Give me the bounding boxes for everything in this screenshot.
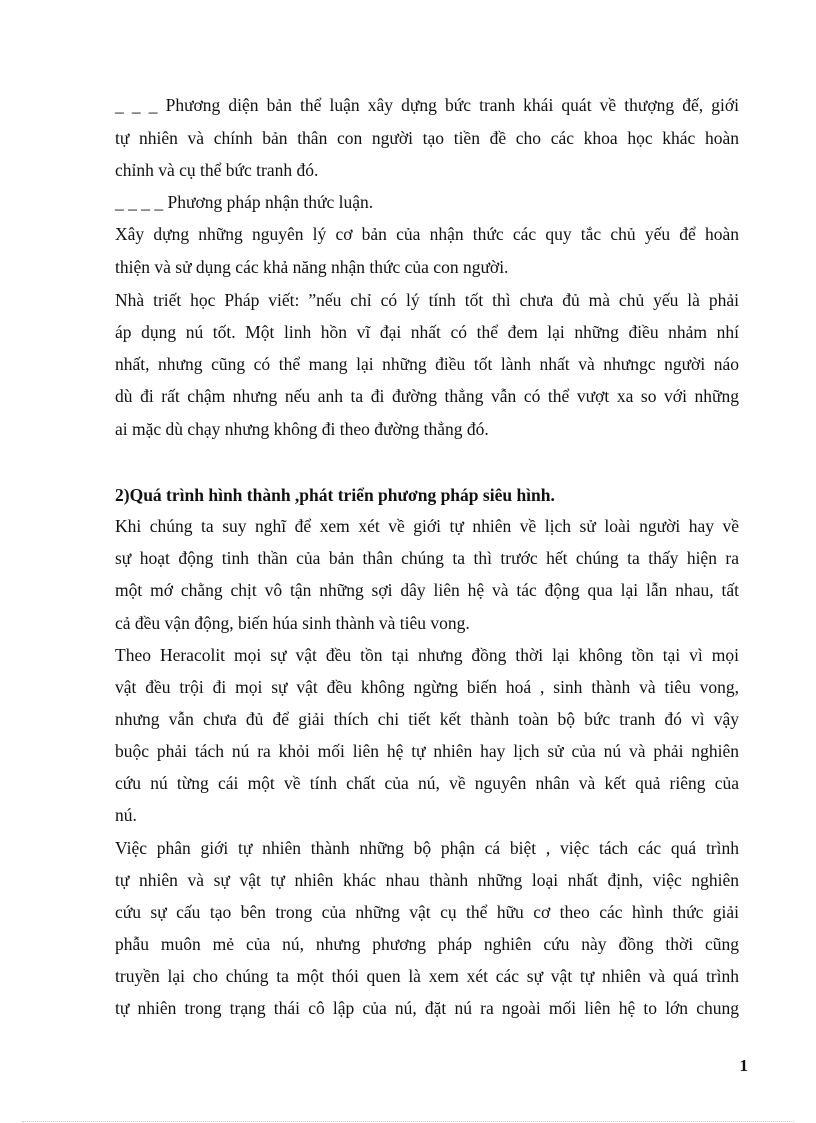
footer-divider bbox=[22, 1121, 794, 1122]
text-line: tự nhiên và sự vật tự nhiên khác nhau thành những loại nhất định, việc nghiên bbox=[115, 870, 739, 890]
text-line: cứu nú từng cái một về tính chất của nú, về nguyên nhân và kết quả riêng của bbox=[115, 773, 739, 793]
text-line: Xây dựng những nguyên lý cơ bản của nhận thức các quy tắc chủ yếu để hoàn bbox=[115, 224, 739, 244]
text-line: cứu sự cấu tạo bên trong của những vật cụ thể hữu cơ theo các hình thức giải bbox=[115, 902, 739, 922]
text-line: nhất, nhưng cũng có thể mang lại những điều tốt lành nhất và nhưngc người náo bbox=[115, 354, 739, 374]
text-line: vật đều trội đi mọi sự vật đều không ngừng biến hoá , sinh thành và tiêu vong, bbox=[115, 677, 739, 697]
text-line: phẫu muôn mẻ của nú, nhưng phương pháp nghiên cứu này đồng thời cũng bbox=[115, 934, 739, 954]
text-line: truyền lại cho chúng ta một thói quen là xem xét các sự vật tự nhiên và quá trình bbox=[115, 966, 739, 986]
text-line: _ _ _ _ Phương pháp nhận thức luận. bbox=[115, 192, 374, 212]
text-line: chỉnh và cụ thể bức tranh đó. bbox=[115, 160, 319, 180]
text-line: nú. bbox=[115, 805, 137, 825]
section-heading: 2)Quá trình hình thành ,phát triển phương pháp siêu hình. bbox=[115, 485, 555, 505]
text-line: tự nhiên và chính bản thân con người tạo tiền đề cho các khoa học khác hoàn bbox=[115, 128, 739, 148]
text-line: dù đi rất chậm nhưng nếu anh ta đi đường thẳng vẫn có thể vượt xa so với những bbox=[115, 386, 739, 406]
text-line: _ _ _ Phương diện bản thể luận xây dựng bức tranh khái quát về thượng đế, giới bbox=[115, 95, 739, 115]
text-line: nhưng vẫn chưa đủ để giải thích chi tiết kết thành toàn bộ bức tranh đó vì vậy bbox=[115, 709, 739, 729]
text-line: cả đều vận động, biến húa sinh thành và tiêu vong. bbox=[115, 613, 470, 633]
text-line: sự hoạt động tinh thần của bản thân chúng ta thì trước hết chúng ta thấy hiện ra bbox=[115, 548, 739, 568]
text-line: ai mặc dù chạy nhưng không đi theo đường thẳng đó. bbox=[115, 419, 489, 439]
text-line: Theo Heracolit mọi sự vật đều tồn tại nhưng đồng thời lại không tồn tại vì mọi bbox=[115, 645, 739, 665]
text-line: áp dụng nú tốt. Một linh hồn vĩ đại nhất có thể đem lại những điều nhảm nhí bbox=[115, 322, 739, 342]
text-line: Khi chúng ta suy nghĩ để xem xét về giới tự nhiên về lịch sử loài người hay về bbox=[115, 516, 739, 536]
text-line: thiện và sử dụng các khả năng nhận thức của con người. bbox=[115, 257, 509, 277]
text-line: tự nhiên trong trạng thái cô lập của nú, đặt nú ra ngoài mối liên hệ to lớn chung bbox=[115, 998, 739, 1018]
page-number: 1 bbox=[739, 1056, 748, 1075]
text-line: buộc phải tách nú ra khỏi mối liên hệ tự nhiên hay lịch sử của nú và phải nghiên bbox=[115, 741, 739, 761]
text-line: Nhà triết học Pháp viết: ”nếu chỉ có lý tính tốt thì chưa đủ mà chủ yếu là phải bbox=[115, 290, 739, 310]
text-line: Việc phân giới tự nhiên thành những bộ phận cá biệt , việc tách các quá trình bbox=[115, 838, 739, 858]
text-line: một mớ chằng chịt vô tận những sợi dây liên hệ và tác động qua lại lẫn nhau, tất bbox=[115, 580, 739, 600]
